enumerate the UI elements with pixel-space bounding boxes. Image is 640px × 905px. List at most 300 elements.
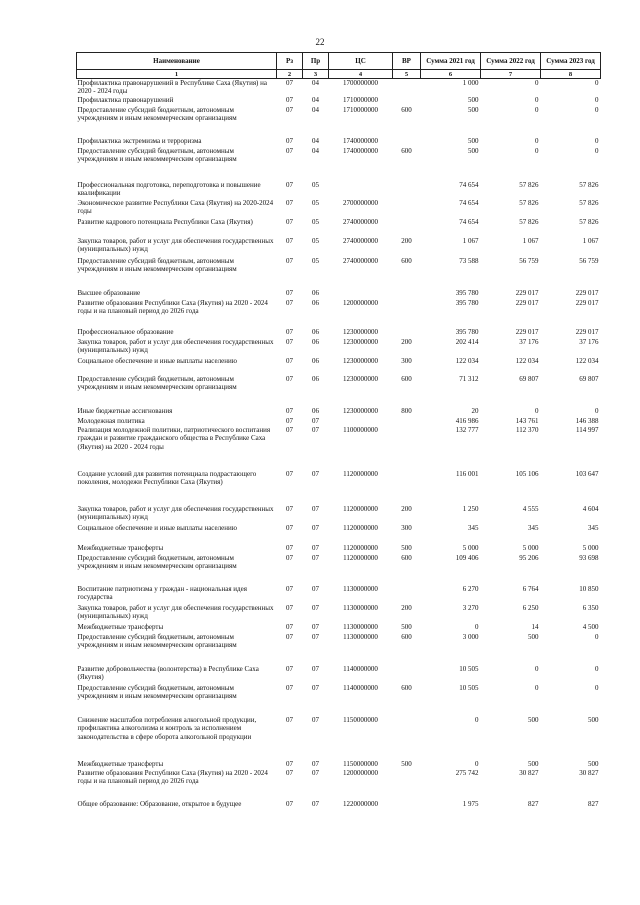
row-sum-2023: 10 850 — [579, 584, 599, 593]
row-vr — [393, 800, 421, 820]
row-rz: 07 — [286, 425, 293, 434]
row-sum-2023: 500 — [588, 759, 599, 768]
header-name: Наименование — [77, 53, 277, 70]
row-sum-2021: 116 001 — [456, 469, 479, 478]
row-pr: 05 — [312, 256, 319, 265]
header-rz: Рз — [277, 53, 303, 70]
row-vr: 600 — [401, 632, 412, 641]
row-rz: 07 — [286, 664, 293, 673]
header-number: 6 — [421, 70, 481, 79]
row-cs: 1140000000 — [343, 683, 378, 692]
row-sum-2022: 827 — [528, 799, 539, 808]
row-pr: 07 — [312, 683, 319, 692]
row-pr: 05 — [312, 198, 319, 207]
row-sum-2023: 0 — [595, 664, 599, 673]
row-rz: 07 — [286, 146, 293, 155]
row-cs: 2740000000 — [343, 217, 378, 226]
row-sum-2021: 1 975 — [462, 799, 479, 808]
header-sum-2021: Сумма 2021 год — [421, 53, 481, 70]
row-sum-2022: 229 017 — [515, 298, 539, 307]
row-sum-2021: 10 505 — [459, 664, 479, 673]
row-vr: 500 — [401, 622, 412, 631]
row-pr: 07 — [312, 768, 319, 777]
row-cs: 2740000000 — [343, 236, 378, 245]
budget-table — [76, 52, 601, 820]
row-sum-2021: 416 986 — [455, 416, 479, 425]
row-cs: 2740000000 — [343, 256, 378, 265]
row-cs: 1230000000 — [343, 327, 378, 336]
table-row — [77, 470, 601, 505]
row-sum-2023: 69 807 — [579, 374, 599, 383]
row-sum-2021: 500 — [468, 105, 479, 114]
row-cs — [329, 289, 393, 299]
row-name: Снижение масштабов потребления алкогольной продукции, профилактика алкоголизма и контроль за исполнением законодательства в сфере оборота алкогольной продукции — [77, 715, 257, 741]
row-cs — [329, 181, 393, 199]
row-pr: 06 — [312, 298, 319, 307]
row-pr: 07 — [312, 603, 319, 612]
row-vr: 600 — [401, 374, 412, 383]
row-name: Социальное обеспечение и иные выплаты населению — [77, 356, 237, 365]
row-name: Межбюджетные трансферты — [77, 543, 164, 552]
table-row — [77, 684, 601, 716]
row-name: Иные бюджетные ассигнования — [77, 406, 173, 415]
row-cs — [329, 417, 393, 426]
row-name: Предоставление субсидий бюджетным, автономным учреждениям и иным некоммерческим организациям — [77, 256, 237, 274]
row-sum-2023: 6 350 — [582, 603, 599, 612]
row-vr — [393, 79, 421, 96]
row-rz: 07 — [286, 356, 293, 365]
table-row — [77, 604, 601, 623]
row-sum-2021: 71 312 — [459, 374, 479, 383]
table-row — [77, 137, 601, 147]
row-cs: 1150000000 — [343, 715, 378, 724]
row-sum-2022: 57 826 — [519, 217, 539, 226]
row-sum-2022: 4 555 — [522, 504, 539, 513]
row-rz: 07 — [286, 288, 293, 297]
row-cs: 1220000000 — [343, 799, 378, 808]
row-cs: 1150000000 — [343, 759, 378, 768]
page-number: 22 — [315, 37, 325, 47]
row-cs: 1200000000 — [343, 768, 378, 777]
row-vr: 200 — [401, 603, 412, 612]
row-rz: 07 — [286, 523, 293, 532]
row-name: Высшее образование — [77, 288, 141, 297]
table-row — [77, 299, 601, 328]
row-sum-2021: 395 780 — [455, 298, 479, 307]
row-sum-2022: 95 206 — [519, 553, 539, 562]
row-sum-2022: 37 176 — [519, 337, 539, 346]
row-vr — [393, 716, 421, 760]
table-row — [77, 218, 601, 237]
row-cs: 1710000000 — [343, 95, 378, 104]
row-pr: 04 — [312, 79, 319, 87]
row-name: Реализация молодежной политики, патриотического воспитания граждан и развитие гражданского общества в Республике Саха (Якутия) на 2020 - 2024 годы — [77, 425, 271, 451]
row-pr: 07 — [312, 622, 319, 631]
row-sum-2023: 4 500 — [582, 622, 599, 631]
row-vr: 200 — [401, 236, 412, 245]
row-vr: 600 — [401, 105, 412, 114]
header-number: 7 — [481, 70, 541, 79]
table-row — [77, 357, 601, 375]
row-rz: 07 — [286, 79, 293, 87]
row-sum-2023: 37 176 — [579, 337, 599, 346]
header-number: 8 — [541, 70, 601, 79]
row-pr: 07 — [312, 632, 319, 641]
row-sum-2022: 500 — [528, 759, 539, 768]
table-row — [77, 426, 601, 470]
table-row — [77, 760, 601, 769]
row-sum-2023: 146 388 — [575, 416, 599, 425]
row-rz: 07 — [286, 136, 293, 145]
row-cs: 1230000000 — [343, 337, 378, 346]
row-name: Общее образование: Образование, открытое в будущее — [77, 799, 242, 808]
row-vr: 600 — [401, 256, 412, 265]
row-sum-2021: 275 742 — [455, 768, 479, 777]
row-pr: 04 — [312, 136, 319, 145]
row-rz: 07 — [286, 799, 293, 808]
row-pr: 07 — [312, 504, 319, 513]
row-sum-2021: 132 777 — [455, 425, 479, 434]
row-sum-2021: 1 000 — [462, 79, 479, 87]
row-sum-2022: 345 — [528, 523, 539, 532]
row-sum-2022: 6 250 — [522, 603, 539, 612]
row-cs: 1710000000 — [343, 105, 378, 114]
row-sum-2021: 109 406 — [455, 553, 479, 562]
row-rz: 07 — [286, 759, 293, 768]
row-sum-2023: 229 017 — [575, 298, 599, 307]
row-sum-2022: 105 106 — [515, 469, 539, 478]
row-sum-2023: 0 — [595, 79, 599, 87]
row-sum-2022: 229 017 — [515, 288, 539, 297]
table-header — [77, 53, 601, 79]
header-cs: ЦС — [329, 53, 393, 70]
header-number: 4 — [329, 70, 393, 79]
row-sum-2022: 112 370 — [516, 425, 539, 434]
row-sum-2023: 57 826 — [579, 198, 599, 207]
row-rz: 07 — [286, 374, 293, 383]
row-rz: 07 — [286, 180, 293, 189]
row-cs: 1130000000 — [343, 632, 378, 641]
row-pr: 07 — [312, 523, 319, 532]
row-vr — [393, 470, 421, 505]
row-cs: 1130000000 — [343, 584, 378, 593]
row-sum-2022: 0 — [535, 79, 539, 87]
row-name: Закупка товаров, работ и услуг для обеспечения государственных (муниципальных) нужд — [77, 504, 274, 522]
row-cs: 1230000000 — [343, 374, 378, 383]
row-sum-2021: 3 000 — [462, 632, 479, 641]
row-cs: 1130000000 — [343, 622, 378, 631]
row-rz: 07 — [286, 217, 293, 226]
row-name: Развитие образования Республики Саха (Якутия) на 2020 - 2024 годы и на плановый период до 2026 года — [77, 768, 268, 786]
row-sum-2022: 0 — [535, 136, 539, 145]
row-vr — [393, 328, 421, 338]
row-sum-2022: 69 807 — [519, 374, 539, 383]
row-cs: 1200000000 — [343, 298, 378, 307]
row-sum-2022: 122 034 — [515, 356, 539, 365]
row-sum-2021: 0 — [475, 759, 479, 768]
row-vr — [393, 137, 421, 147]
row-name: Экономическое развитие Республики Саха (Якутия) на 2020-2024 годы — [77, 198, 274, 216]
row-vr: 600 — [401, 146, 412, 155]
row-rz: 07 — [286, 584, 293, 593]
table-row — [77, 623, 601, 633]
row-pr: 06 — [312, 406, 319, 415]
table-row — [77, 633, 601, 665]
row-vr — [393, 585, 421, 604]
header-sum-2022: Сумма 2022 год — [481, 53, 541, 70]
row-rz: 07 — [286, 95, 293, 104]
row-vr: 200 — [401, 337, 412, 346]
table-row — [77, 147, 601, 181]
table-row — [77, 181, 601, 199]
row-sum-2021: 1 067 — [462, 236, 479, 245]
row-pr: 07 — [312, 553, 319, 562]
row-sum-2021: 10 505 — [459, 683, 479, 692]
row-pr: 07 — [312, 759, 319, 768]
row-sum-2023: 229 017 — [575, 327, 599, 336]
row-cs: 1230000000 — [343, 356, 378, 365]
row-rz: 07 — [286, 683, 293, 692]
row-sum-2022: 56 759 — [519, 256, 539, 265]
row-sum-2022: 0 — [535, 683, 539, 692]
row-sum-2023: 500 — [588, 715, 599, 724]
row-sum-2021: 1 250 — [462, 504, 479, 513]
row-rz: 07 — [286, 553, 293, 562]
row-name: Социальное обеспечение и иные выплаты населению — [77, 523, 237, 532]
row-sum-2023: 0 — [595, 136, 599, 145]
row-sum-2021: 395 780 — [455, 327, 479, 336]
table-row — [77, 769, 601, 800]
row-cs: 2700000000 — [343, 198, 378, 207]
row-sum-2023: 122 034 — [575, 356, 599, 365]
row-rz: 07 — [286, 768, 293, 777]
row-rz: 07 — [286, 632, 293, 641]
row-pr: 05 — [312, 217, 319, 226]
row-sum-2023: 0 — [595, 683, 599, 692]
table-row — [77, 237, 601, 257]
row-sum-2023: 0 — [595, 406, 599, 415]
row-sum-2023: 0 — [595, 146, 599, 155]
row-pr: 07 — [312, 425, 319, 434]
header-number: 3 — [303, 70, 329, 79]
row-sum-2023: 1 067 — [582, 236, 599, 245]
row-vr — [393, 417, 421, 426]
row-name: Предоставление субсидий бюджетным, автономным учреждениям и иным некоммерческим организациям — [77, 553, 237, 571]
row-name: Профессиональная подготовка, переподготовка и повышение квалификации — [77, 180, 261, 198]
row-vr — [393, 199, 421, 218]
row-rz: 07 — [286, 603, 293, 612]
row-vr: 600 — [401, 683, 412, 692]
row-vr: 300 — [401, 356, 412, 365]
row-name: Закупка товаров, работ и услуг для обеспечения государственных (муниципальных) нужд — [77, 236, 274, 254]
row-sum-2021: 500 — [468, 95, 479, 104]
row-vr — [393, 181, 421, 199]
row-cs: 1230000000 — [343, 406, 378, 415]
row-sum-2022: 1 067 — [522, 236, 539, 245]
row-pr: 04 — [312, 146, 319, 155]
row-vr — [393, 299, 421, 328]
row-pr: 06 — [312, 337, 319, 346]
header-vr: ВР — [393, 53, 421, 70]
row-name: Предоставление субсидий бюджетным, автономным учреждениям и иным некоммерческим организациям — [77, 632, 237, 650]
row-name: Профилактика экстремизма и терроризма — [77, 136, 202, 145]
row-rz: 07 — [286, 416, 293, 425]
row-vr: 500 — [401, 759, 412, 768]
table-row — [77, 96, 601, 106]
row-sum-2023: 0 — [595, 95, 599, 104]
table-row — [77, 106, 601, 137]
row-sum-2021: 3 270 — [462, 603, 479, 612]
row-vr: 300 — [401, 523, 412, 532]
row-pr: 07 — [312, 469, 319, 478]
table-row — [77, 407, 601, 417]
table-row — [77, 554, 601, 585]
row-sum-2021: 5 000 — [462, 543, 479, 552]
header-number: 5 — [393, 70, 421, 79]
row-sum-2022: 6 764 — [522, 584, 539, 593]
row-rz: 07 — [286, 198, 293, 207]
row-sum-2023: 827 — [588, 799, 599, 808]
row-cs: 1740000000 — [343, 146, 378, 155]
row-sum-2023: 345 — [588, 523, 599, 532]
table-row — [77, 257, 601, 289]
table-row — [77, 524, 601, 544]
budget-table-container — [76, 52, 600, 820]
row-cs: 1120000000 — [343, 504, 378, 513]
table-row — [77, 328, 601, 338]
row-vr: 800 — [401, 406, 412, 415]
table-row — [77, 665, 601, 684]
row-sum-2022: 57 826 — [519, 198, 539, 207]
row-pr: 07 — [312, 664, 319, 673]
row-name: Профилактика правонарушений в Республике Саха (Якутия) на 2020 - 2024 годы — [77, 79, 267, 96]
row-sum-2022: 500 — [528, 632, 539, 641]
row-sum-2021: 0 — [475, 715, 479, 724]
row-pr: 07 — [312, 715, 319, 724]
row-pr: 04 — [312, 95, 319, 104]
row-sum-2023: 5 000 — [582, 543, 599, 552]
table-row — [77, 289, 601, 299]
row-rz: 07 — [286, 406, 293, 415]
row-vr — [393, 218, 421, 237]
row-rz: 07 — [286, 715, 293, 724]
row-sum-2022: 229 017 — [515, 327, 539, 336]
row-sum-2023: 0 — [595, 105, 599, 114]
row-cs: 1140000000 — [343, 664, 378, 673]
row-sum-2022: 143 761 — [515, 416, 539, 425]
row-sum-2021: 202 414 — [455, 337, 479, 346]
row-name: Предоставление субсидий бюджетным, автономным учреждениям и иным некоммерческим организациям — [77, 374, 237, 392]
table-row — [77, 505, 601, 524]
row-pr: 06 — [312, 374, 319, 383]
row-name: Межбюджетные трансферты — [77, 759, 164, 768]
row-name: Развитие образования Республики Саха (Якутия) на 2020 - 2024 годы и на плановый период до 2026 года — [77, 298, 268, 316]
row-sum-2023: 114 997 — [576, 425, 599, 434]
row-vr — [393, 426, 421, 470]
table-row — [77, 585, 601, 604]
row-sum-2021: 74 654 — [459, 217, 479, 226]
row-rz: 07 — [286, 337, 293, 346]
row-cs: 1120000000 — [343, 543, 378, 552]
header-sum-2023: Сумма 2023 год — [541, 53, 601, 70]
row-sum-2021: 395 780 — [455, 288, 479, 297]
table-body — [77, 79, 601, 820]
row-name: Закупка товаров, работ и услуг для обеспечения государственных (муниципальных) нужд — [77, 337, 274, 355]
row-name: Воспитание патриотизма у граждан - национальная идея государства — [77, 584, 247, 602]
table-row — [77, 800, 601, 820]
row-sum-2021: 74 654 — [459, 180, 479, 189]
row-sum-2022: 30 827 — [519, 768, 539, 777]
row-sum-2023: 30 827 — [579, 768, 599, 777]
row-cs: 1740000000 — [343, 136, 378, 145]
row-sum-2021: 345 — [468, 523, 479, 532]
row-rz: 07 — [286, 298, 293, 307]
row-sum-2022: 57 826 — [519, 180, 539, 189]
row-sum-2021: 500 — [468, 146, 479, 155]
row-vr — [393, 665, 421, 684]
table-row — [77, 338, 601, 357]
row-sum-2022: 5 000 — [522, 543, 539, 552]
row-sum-2021: 73 588 — [459, 256, 479, 265]
row-sum-2022: 0 — [535, 95, 539, 104]
row-sum-2021: 500 — [468, 136, 479, 145]
row-rz: 07 — [286, 622, 293, 631]
row-name: Развитие кадрового потенциала Республики Саха (Якутия) — [77, 217, 253, 226]
table-row — [77, 544, 601, 554]
row-cs: 1100000000 — [343, 425, 378, 434]
row-sum-2021: 74 654 — [459, 198, 479, 207]
row-vr — [393, 289, 421, 299]
row-rz: 07 — [286, 504, 293, 513]
row-pr: 06 — [312, 356, 319, 365]
header-number: 2 — [277, 70, 303, 79]
row-cs: 1120000000 — [343, 553, 378, 562]
row-sum-2022: 0 — [535, 146, 539, 155]
row-sum-2022: 0 — [535, 406, 539, 415]
header-pr: Пр — [303, 53, 329, 70]
row-sum-2023: 93 698 — [579, 553, 599, 562]
row-sum-2022: 0 — [535, 105, 539, 114]
row-rz: 07 — [286, 236, 293, 245]
row-pr: 05 — [312, 180, 319, 189]
row-sum-2023: 0 — [595, 632, 599, 641]
row-name: Предоставление субсидий бюджетным, автономным учреждениям и иным некоммерческим организациям — [77, 146, 237, 164]
row-name: Профилактика правонарушений — [77, 95, 174, 104]
row-sum-2023: 57 826 — [579, 217, 599, 226]
row-name: Развитие добровольчества (волонтерства) в Республике Саха (Якутия) — [77, 664, 259, 682]
row-sum-2023: 229 017 — [575, 288, 599, 297]
row-rz: 07 — [286, 256, 293, 265]
row-sum-2021: 122 034 — [455, 356, 479, 365]
row-name: Молодежная политика — [77, 416, 145, 425]
row-pr: 06 — [312, 288, 319, 297]
row-vr: 200 — [401, 504, 412, 513]
row-name: Предоставление субсидий бюджетным, автономным учреждениям и иным некоммерческим организациям — [77, 683, 237, 701]
table-row — [77, 417, 601, 426]
row-vr — [393, 769, 421, 800]
row-sum-2021: 20 — [471, 406, 479, 415]
row-name: Создание условий для развития потенциала подрастающего поколения, молодежи Республики Саха (Якутия) — [77, 469, 257, 487]
row-rz: 07 — [286, 469, 293, 478]
row-pr: 06 — [312, 327, 319, 336]
row-cs: 1120000000 — [343, 469, 378, 478]
header-number: 1 — [77, 70, 277, 79]
row-vr — [393, 96, 421, 106]
row-sum-2021: 6 270 — [462, 584, 479, 593]
row-sum-2022: 500 — [528, 715, 539, 724]
row-rz: 07 — [286, 327, 293, 336]
row-vr: 600 — [401, 553, 412, 562]
